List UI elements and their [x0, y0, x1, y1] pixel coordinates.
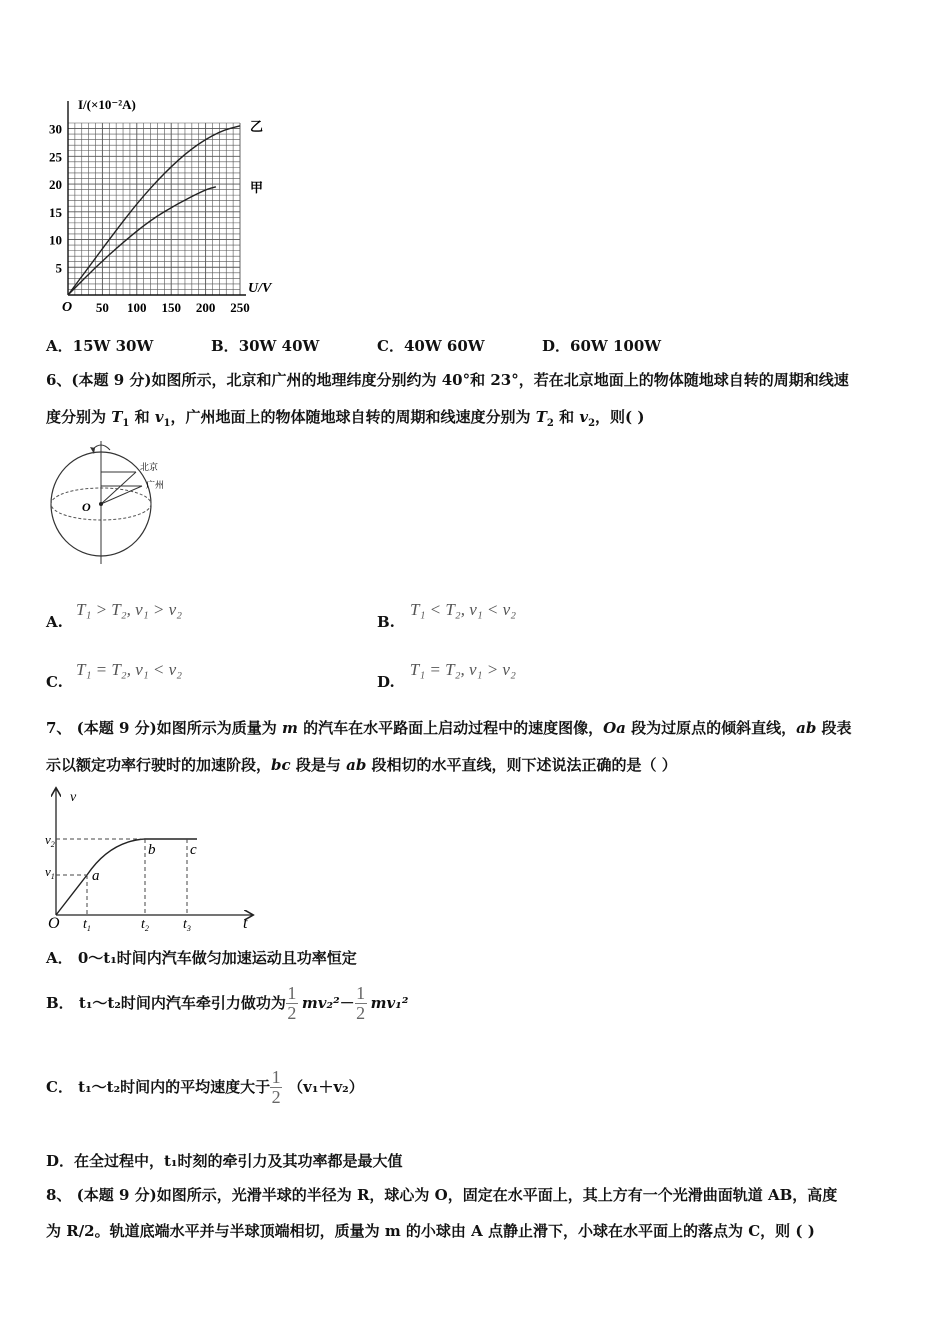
q6-option-c[interactable]: C. T₁ = T₂, v₁ < v₂ [46, 660, 183, 691]
series-curve-1 [68, 187, 216, 295]
y-tick-label: 10 [49, 232, 62, 248]
x-tick-label: 250 [230, 300, 250, 315]
q7-option-d[interactable]: D．在全过程中，t₁时刻的牵引力及其功率都是最大值 [46, 1152, 403, 1170]
q7-option-b[interactable]: B． t₁～t₂时间内汽车牵引力做功为 $\frac{1}{2}$ mv₂² － $\frac{1}{2}$ mv₁² [46, 983, 409, 1023]
label-v-axis: v [70, 790, 77, 805]
q5-option-c[interactable]: C．40W 60W [377, 337, 485, 355]
label-point-b: b [148, 842, 156, 858]
y-tick-label: 25 [49, 149, 62, 165]
y-tick-label: 30 [49, 121, 62, 137]
q5-option-b[interactable]: B．30W 40W [211, 337, 320, 355]
earth-globe-figure [46, 436, 186, 566]
label-t2: $t_2$ [141, 917, 149, 933]
label-o: O [82, 500, 91, 514]
q6-option-b[interactable]: B. T₁ < T₂, v₁ < v₂ [377, 600, 517, 631]
origin-label: O [62, 300, 73, 315]
label-guangzhou: 广州 [146, 480, 165, 490]
q6-option-d[interactable]: D. T₁ = T₂, v₁ > v₂ [377, 660, 516, 691]
label-beijing: 北京 [140, 462, 159, 472]
x-tick-label: 50 [95, 300, 109, 315]
series-label-0: 乙 [250, 118, 264, 134]
x-tick-label: 200 [195, 300, 216, 315]
q7-option-c[interactable]: C． t₁～t₂时间内的平均速度大于 $\frac{1}{2}$ （v₁＋v₂） [46, 1067, 364, 1107]
q5-option-d[interactable]: D．60W 100W [542, 337, 662, 355]
fraction-half: $\frac{1}{2}$ [287, 983, 297, 1023]
velocity-curve [56, 839, 197, 915]
fraction-half: $\frac{1}{2}$ [271, 1067, 281, 1107]
label-point-a: a [92, 868, 100, 884]
series-label-1: 甲 [250, 179, 264, 195]
x-tick-label: 150 [161, 300, 181, 315]
y-tick-label: 15 [49, 204, 62, 220]
q8-stem-line2: 为 R/2。轨道底端水平并与半球顶端相切，质量为 m 的小球由 A 点静止滑下，小球在水平面上的落点为 C，则 ( ) [46, 1222, 815, 1240]
label-point-c: c [190, 842, 197, 858]
x-tick-label: 100 [127, 300, 147, 315]
label-t-axis: t [243, 915, 248, 932]
q6-stem-line2: 度分别为 $T_1$ 和 $v_1$，广州地面上的物体随地球自转的周期和线速度分别为 $T_2$ 和 $v_2$，则( ) [46, 408, 645, 429]
y-tick-labels [49, 122, 63, 276]
q5-option-a[interactable]: A．15W 30W [46, 337, 154, 355]
y-tick-label: 20 [49, 177, 62, 193]
velocity-time-figure [40, 783, 260, 933]
y-tick-label: 5 [55, 260, 62, 276]
q7-stem-line1: 7、 (本题 9 分)如图所示为质量为 m 的汽车在水平路面上启动过程中的速度图像，Oa 段为过原点的倾斜直线，ab 段表 [46, 719, 852, 737]
q7-stem-line2: 示以额定功率行驶时的加速阶段，bc 段是与 ab 段相切的水平直线，则下述说法正确的是（ ） [46, 756, 677, 774]
label-v2: $v_2$ [45, 832, 55, 849]
q6-stem-line1: 6、(本题 9 分)如图所示，北京和广州的地理纬度分别约为 40°和 23°，若在北京地面上的物体随地球自转的周期和线速 [46, 371, 849, 389]
y-axis-label: I/(×10⁻²A) [78, 97, 136, 112]
label-origin: O [48, 915, 60, 932]
label-v1: $v_1$ [45, 864, 55, 881]
label-t3: $t_3$ [183, 917, 191, 933]
x-axis-label: U/V [248, 281, 272, 296]
iu-chart [40, 95, 290, 325]
q7-option-a[interactable]: A． 0～t₁时间内汽车做匀加速运动且功率恒定 [46, 949, 357, 967]
q8-stem-line1: 8、 (本题 9 分)如图所示，光滑半球的半径为 R，球心为 O，固定在水平面上，其上方有一个光滑曲面轨道 AB，高度 [46, 1186, 838, 1204]
center-dot [99, 502, 103, 506]
q6-option-a[interactable]: A. T₁ > T₂, v₁ > v₂ [46, 600, 183, 631]
x-tick-labels [96, 300, 250, 315]
fraction-half: $\frac{1}{2}$ [356, 983, 366, 1023]
label-t1: $t_1$ [83, 917, 91, 933]
